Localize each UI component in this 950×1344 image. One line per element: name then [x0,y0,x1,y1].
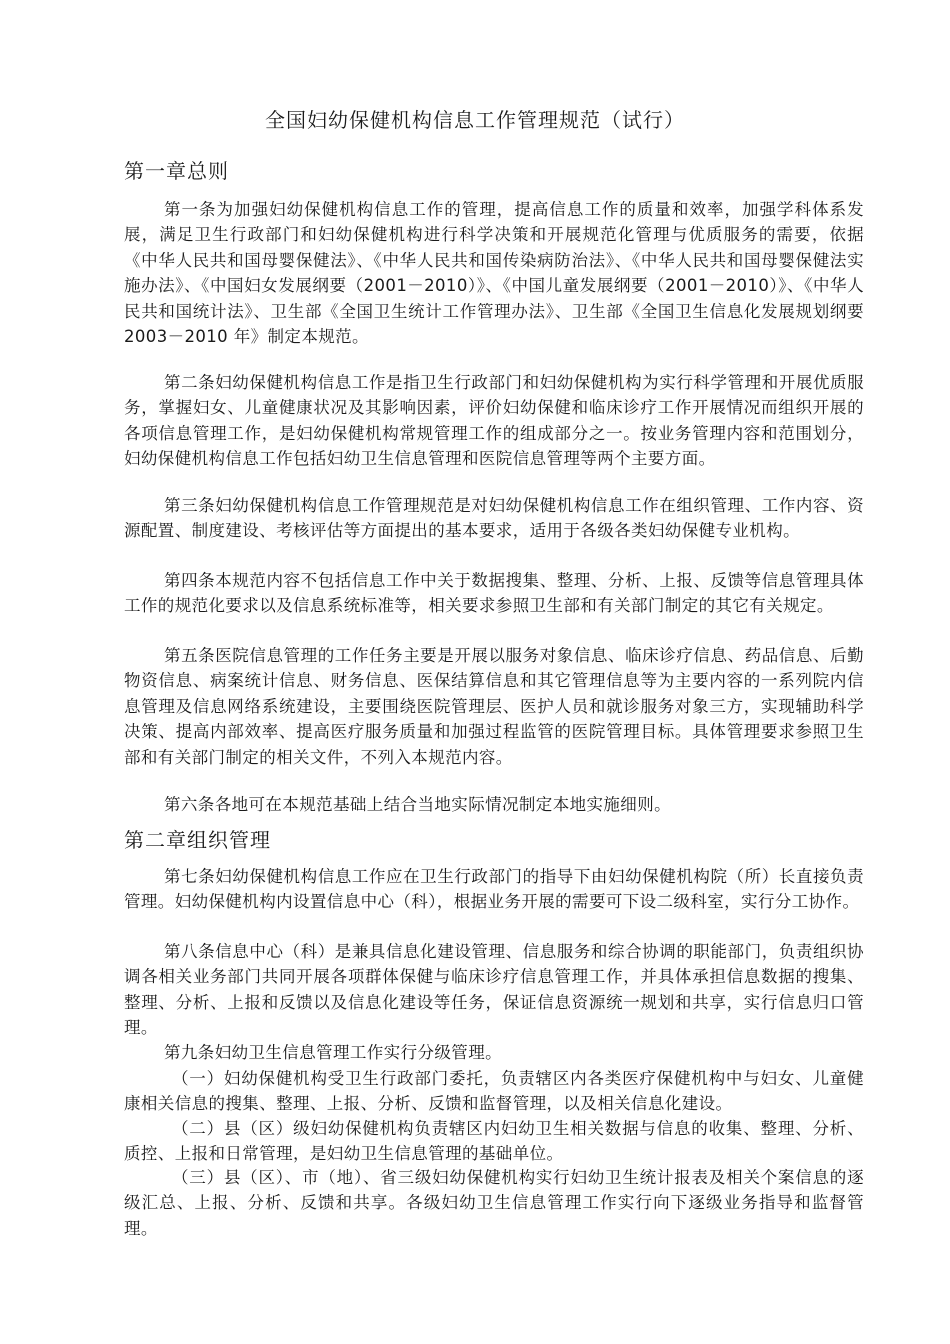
document-title: 全国妇幼保健机构信息工作管理规范（试行） [265,108,685,132]
article-1-paragraph: 第一条为加强妇幼保健机构信息工作的管理，提高信息工作的质量和效率，加强学科体系发展，满足卫生行政部门和妇幼保健机构进行科学决策和开展规范化管理与优质服务的需要，依据《中华人民共和国母婴保健法》、《中华人民共和国传染病防治法》、《中华人民共和国母婴保健法实施办法》、《中国妇女发展纲要（2001－2010）》、《中国儿童发展纲要（2001－2010）》、《中华人民共和国统计法》、卫生部《全国卫生统计工作管理办法》、卫生部《全国卫生信息化发展规划纲要 2003－2010 年》制定本规范。 [124,200,864,347]
chapter-heading-organization-management: 第二章组织管理 [124,828,271,852]
article-2-paragraph: 第二条妇幼保健机构信息工作是指卫生行政部门和妇幼保健机构为实行科学管理和开展优质服务，掌握妇女、儿童健康状况及其影响因素，评价妇幼保健和临床诊疗工作开展情况而组织开展的各项信息管理工作，是妇幼保健机构常规管理工作的组成部分之一。按业务管理内容和范围划分，妇幼保健机构信息工作包括妇幼卫生信息管理和医院信息管理等两个主要方面。 [124,373,864,469]
article-9-paragraph: 第九条妇幼卫生信息管理工作实行分级管理。 [164,1043,502,1062]
article-7-paragraph: 第七条妇幼保健机构信息工作应在卫生行政部门的指导下由妇幼保健机构院（所）长直接负责管理。妇幼保健机构内设置信息中心（科），根据业务开展的需要可下设二级科室，实行分工协作。 [124,867,864,912]
article-9-item-2: （二）县（区）级妇幼保健机构负责辖区内妇幼卫生相关数据与信息的收集、整理、分析、质控、上报和日常管理，是妇幼卫生信息管理的基础单位。 [124,1119,864,1164]
article-8-paragraph: 第八条信息中心（科）是兼具信息化建设管理、信息服务和综合协调的职能部门，负责组织协调各相关业务部门共同开展各项群体保健与临床诊疗信息管理工作，并具体承担信息数据的搜集、整理、分析、上报和反馈以及信息化建设等任务，保证信息资源统一规划和共享，实行信息归口管理。 [124,942,864,1038]
article-9-item-1: （一）妇幼保健机构受卫生行政部门委托，负责辖区内各类医疗保健机构中与妇女、儿童健康相关信息的搜集、整理、上报、分析、反馈和监督管理，以及相关信息化建设。 [124,1069,864,1114]
article-4-paragraph: 第四条本规范内容不包括信息工作中关于数据搜集、整理、分析、上报、反馈等信息管理具体工作的规范化要求以及信息系统标准等，相关要求参照卫生部和有关部门制定的其它有关规定。 [124,571,864,616]
article-3-paragraph: 第三条妇幼保健机构信息工作管理规范是对妇幼保健机构信息工作在组织管理、工作内容、资源配置、制度建设、考核评估等方面提出的基本要求，适用于各级各类妇幼保健专业机构。 [124,496,864,541]
article-5-paragraph: 第五条医院信息管理的工作任务主要是开展以服务对象信息、临床诊疗信息、药品信息、后勤物资信息、病案统计信息、财务信息、医保结算信息和其它管理信息等为主要内容的一系列院内信息管理及信息网络系统建设，主要围绕医院管理层、医护人员和就诊服务对象三方，实现辅助科学决策、提高内部效率、提高医疗服务质量和加强过程监管的医院管理目标。具体管理要求参照卫生部和有关部门制定的相关文件，不列入本规范内容。 [124,646,864,767]
chapter-heading-general-provisions: 第一章总则 [124,159,229,183]
article-6-paragraph: 第六条各地可在本规范基础上结合当地实际情况制定本地实施细则。 [164,795,671,814]
article-9-item-3: （三）县（区）、市（地）、省三级妇幼保健机构实行妇幼卫生统计报表及相关个案信息的逐级汇总、上报、分析、反馈和共享。各级妇幼卫生信息管理工作实行向下逐级业务指导和监督管理。 [124,1168,864,1238]
